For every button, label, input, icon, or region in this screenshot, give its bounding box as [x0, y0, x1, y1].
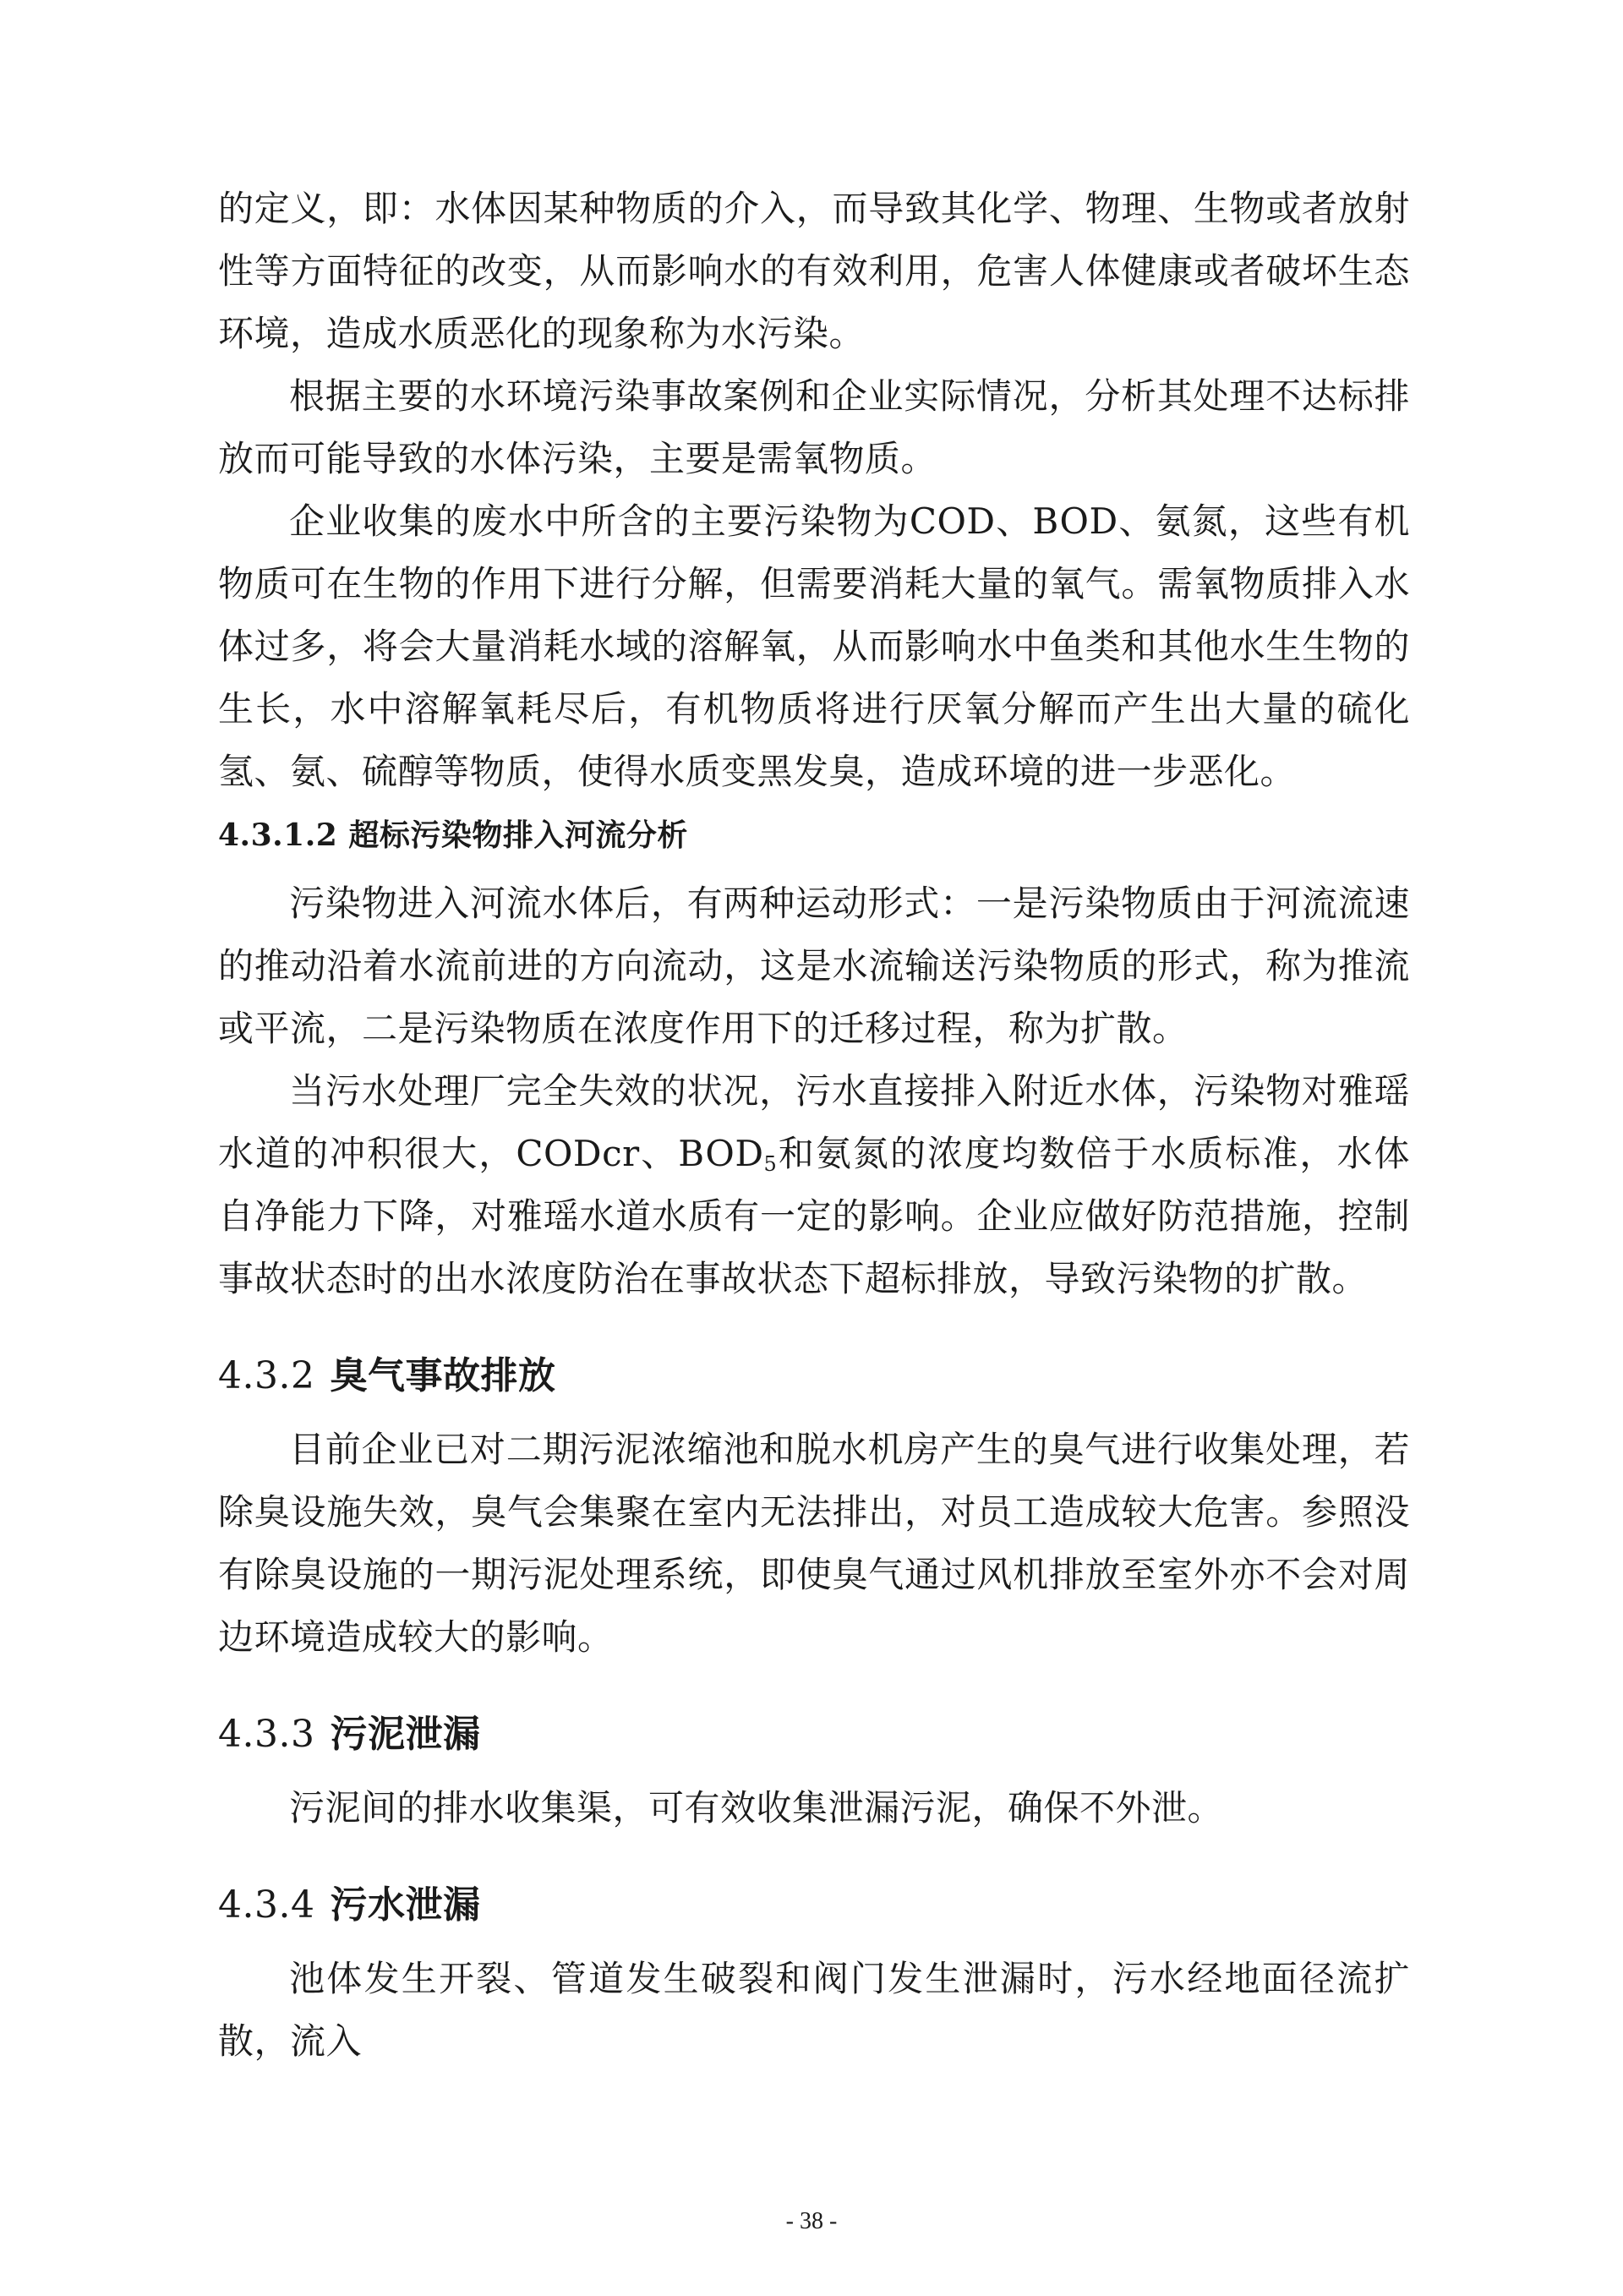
section-number: 4.3.4	[218, 1883, 315, 1927]
document-body	[218, 178, 1410, 2073]
section-number: 4.3.3	[218, 1713, 315, 1756]
section-title: 臭气事故排放	[330, 1354, 556, 1397]
paragraph-water-pollution-definition: 的定义，即：水体因某种物质的介入，而导致其化学、物理、生物或者放射性等方面特征的改变，从而影响水的有效利用，危害人体健康或者破坏生态环境，造成水质恶化的现象称为水污染。	[218, 188, 1410, 354]
paragraph-odor-discharge: 目前企业已对二期污泥浓缩池和脱水机房产生的臭气进行收集处理，若除臭设施失效，臭气会集聚在室内无法排出，对员工造成较大危害。参照没有除臭设施的一期污泥处理系统，即使臭气通过风机排放至室外亦不会对周边环境造成较大的影响。	[218, 1429, 1410, 1658]
paragraph-sludge-leak: 污泥间的排水收集渠，可有效收集泄漏污泥，确保不外泄。	[289, 1787, 1224, 1829]
text-before-subscript: 当污水处理厂完全失效的状况，污水直接排入附近水体，污染物对雅瑶水道的冲积很大，CODcr、BOD	[218, 1070, 1410, 1174]
section-heading-4-3-4	[218, 1872, 1410, 1939]
paragraph-oxygen-demand-summary: 根据主要的水环境污染事故案例和企业实际情况，分析其处理不达标排放而可能导致的水体污染，主要是需氧物质。	[218, 375, 1410, 479]
text-after-subscript: 和氨氮的浓度均数倍于水质标准，水体自净能力下降，对雅瑶水道水质有一定的影响。企业应做好防范措施，控制事故状态时的出水浓度防治在事故状态下超标排放，导致污染物的扩散。	[218, 1133, 1410, 1299]
page-number: - 38 -	[785, 2208, 838, 2234]
subheading-number: 4.3.1.2	[218, 817, 338, 853]
section-number: 4.3.2	[218, 1354, 315, 1397]
subheading-title: 超标污染物排入河流分析	[348, 817, 688, 853]
paragraph-main-pollutants: 企业收集的废水中所含的主要污染物为COD、BOD、氨氮，这些有机物质可在生物的作用下进行分解，但需要消耗大量的氧气。需氧物质排入水体过多，将会大量消耗水域的溶解氧，从而影响水中鱼类和其他水生生物的生长，水中溶解氧耗尽后，有机物质将进行厌氧分解而产生出大量的硫化氢、氨、硫醇等物质，使得水质变黑发臭，造成环境的进一步恶化。	[218, 500, 1410, 792]
subscript-5: 5	[763, 1152, 778, 1176]
section-title: 污水泄漏	[330, 1883, 481, 1927]
paragraph-river-transport: 污染物进入河流水体后，有两种运动形式：一是污染物质由于河流流速的推动沿着水流前进的方向流动，这是水流输送污染物质的形式，称为推流或平流，二是污染物质在浓度作用下的迁移过程，称为扩散。	[218, 883, 1410, 1049]
section-heading-4-3-2	[218, 1342, 1410, 1410]
paragraph-plant-failure	[218, 1060, 1410, 1310]
paragraph-sewage-leak: 池体发生开裂、管道发生破裂和阀门发生泄漏时，污水经地面径流扩散，流入	[218, 1958, 1410, 2062]
section-heading-4-3-3	[218, 1701, 1410, 1768]
subheading-4-3-1-2	[218, 805, 1410, 866]
section-title: 污泥泄漏	[330, 1713, 481, 1756]
